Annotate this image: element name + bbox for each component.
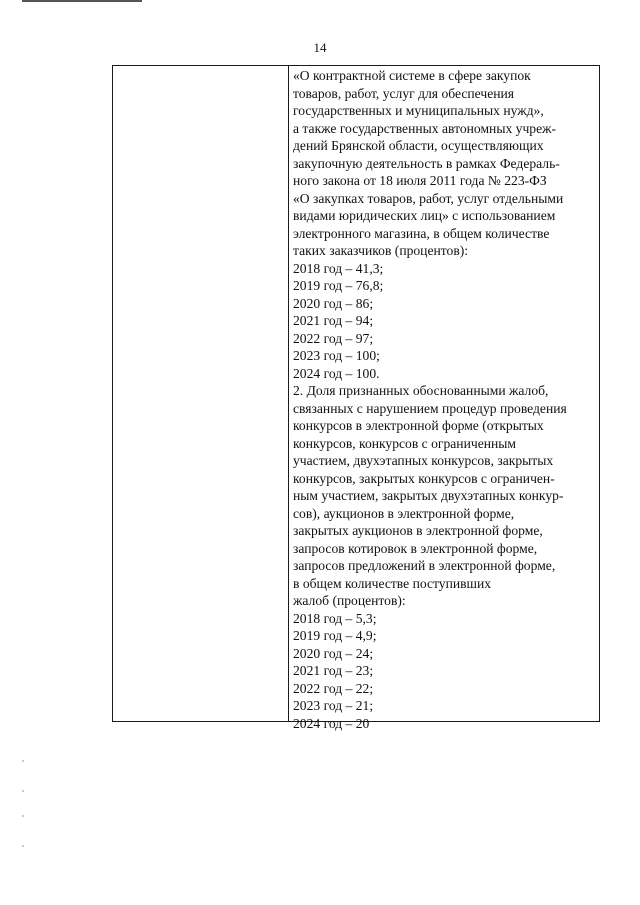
year-value-line: 2024 год – 100. xyxy=(293,365,380,381)
year-value-line: 2019 год – 76,8; xyxy=(293,278,384,293)
year-value-line: 2021 год – 23; xyxy=(293,663,374,678)
text-line: запросов котировок в электронной форме, xyxy=(293,540,538,556)
text-line: видами юридических лиц» с использованием xyxy=(293,208,556,223)
text-line: ного закона от 18 июля 2011 года № 223-ФЗ xyxy=(293,173,547,188)
text-line: участием, двухэтапных конкурсов, закрытых xyxy=(293,453,554,468)
text-line: таких заказчиков (процентов): xyxy=(293,243,469,258)
text-line: связанных с нарушением процедур проведения xyxy=(293,400,567,416)
year-value-line: 2023 год – 100; xyxy=(293,348,380,363)
year-value-line: 2024 год – 20 xyxy=(293,715,370,731)
text-line: сов), аукционов в электронной форме, xyxy=(293,505,515,521)
text-line: конкурсов, конкурсов с ограниченным xyxy=(293,435,517,451)
text-line: 2. Доля признанных обоснованными жалоб, xyxy=(293,383,549,398)
document-table xyxy=(112,65,600,731)
year-value-line: 2018 год – 5,3; xyxy=(293,610,377,626)
text-line: закрытых аукционов в электронной форме, xyxy=(293,523,543,538)
text-line: дений Брянской области, осуществляющих xyxy=(293,138,544,153)
year-value-line: 2020 год – 24; xyxy=(293,645,374,661)
text-line: товаров, работ, услуг для обеспечения xyxy=(293,85,515,101)
year-value-line: 2020 год – 86; xyxy=(293,295,374,311)
text-line: жалоб (процентов): xyxy=(293,593,406,608)
year-value-line: 2022 год – 22; xyxy=(293,680,374,696)
year-value-line: 2019 год – 4,9; xyxy=(293,628,377,643)
text-line: «О контрактной системе в сфере закупок xyxy=(293,68,531,83)
text-line: в общем количестве поступивших xyxy=(293,575,492,591)
table-left-cell xyxy=(113,66,288,721)
scan-speck xyxy=(22,815,24,817)
year-value-line: 2022 год – 97; xyxy=(293,330,374,346)
scan-speck xyxy=(22,790,24,792)
text-line: закупочную деятельность в рамках Федераль- xyxy=(293,155,560,171)
year-value-line: 2018 год – 41,3; xyxy=(293,260,384,276)
page-number: 14 xyxy=(313,40,327,55)
text-line: государственных и муниципальных нужд», xyxy=(293,103,544,118)
scan-speck xyxy=(22,845,24,847)
table-right-cell xyxy=(293,67,599,732)
text-line: запросов предложений в электронной форме, xyxy=(293,558,556,573)
text-line: конкурсов в электронной форме (открытых xyxy=(293,418,544,433)
text-line: а также государственных автономных учреж- xyxy=(293,120,557,136)
scan-speck xyxy=(22,760,24,762)
year-value-line: 2023 год – 21; xyxy=(293,698,374,713)
text-line: «О закупках товаров, работ, услуг отдельными xyxy=(293,190,564,206)
text-line: конкурсов, закрытых конкурсов с ограничен- xyxy=(293,470,555,486)
column-divider xyxy=(288,66,289,721)
text-line: ным участием, закрытых двухэтапных конкур- xyxy=(293,488,564,503)
text-line: электронного магазина, в общем количестве xyxy=(293,225,550,241)
top-rule xyxy=(22,0,142,2)
year-value-line: 2021 год – 94; xyxy=(293,313,374,328)
